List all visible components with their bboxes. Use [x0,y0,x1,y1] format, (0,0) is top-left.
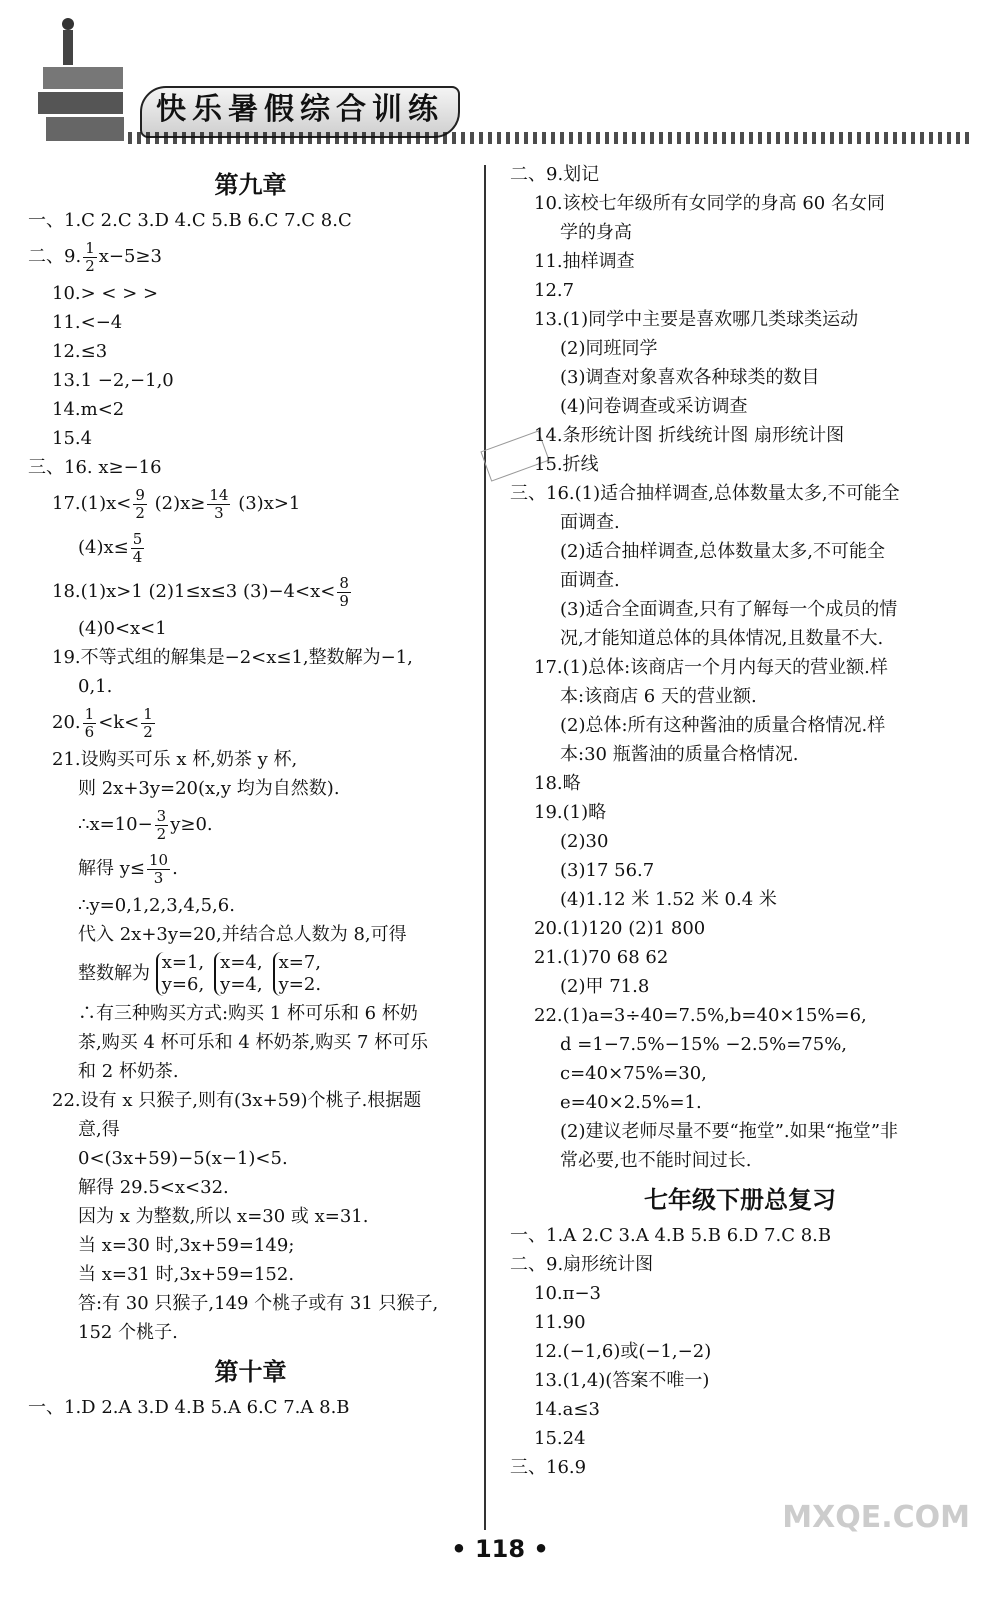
answer-line: 14.条形统计图 折线统计图 扇形统计图 [534,425,845,446]
answer-line: 当 x=31 时,3x+59=152. [78,1264,295,1285]
answer-line: (3)适合全面调查,只有了解每一个成员的情 [560,599,898,620]
answer-line: 因为 x 为整数,所以 x=30 或 x=31. [78,1206,369,1227]
answer-line: 二、9.扇形统计图 [510,1254,654,1275]
answer-line: 17.(1)总体:该商店一个月内每天的营业额.样 [534,657,888,678]
answer-line: 当 x=30 时,3x+59=149; [78,1235,295,1256]
answer-line: 本:该商店 6 天的营业额. [560,686,757,707]
chapter-9-title: 第九章 [214,171,287,199]
answer-line: 解得 29.5<x<32. [78,1177,229,1198]
answer-line: 11.90 [534,1312,586,1333]
answer-line: 15.24 [534,1428,586,1449]
answer-line: (2)同班同学 [560,338,658,359]
answer-line: 11.抽样调查 [534,251,635,272]
answer-line: (2)30 [560,831,609,852]
answer-line: (3)17 56.7 [560,860,655,881]
watermark: MXQE.COM [782,1500,970,1535]
answer-line: 解得 y≤ $\frac{10}{3}$ . [78,850,178,887]
answer-line: 18.略 [534,773,581,794]
answer-line: 14.m<2 [52,399,125,420]
answer-line: 学的身高 [560,222,632,243]
equation-system: x=4, y=4, [214,952,262,996]
answer-line: 18.(1)x>1 (2)1≤x≤3 (3)−4<x< $\frac{8}{9}$ [52,573,349,610]
answer-line: (4)问卷调查或采访调查 [560,396,748,417]
banner-title: 快乐暑假综合训练 [140,86,460,138]
answer-line: 二、9. $\frac{1}{2}$ x−5≥3 [28,238,162,275]
answer-line: 20. $\frac{1}{6}$ <k< $\frac{1}{2}$ [52,704,153,741]
page-header [20,8,980,158]
answer-line: 12.7 [534,280,575,301]
answer-line: 一、1.A 2.C 3.A 4.B 5.B 6.D 7.C 8.B [510,1225,832,1246]
answer-line: c=40×75%=30, [560,1063,707,1084]
answer-line: 12.≤3 [52,341,108,362]
answer-line: 21.(1)70 68 62 [534,947,669,968]
page-number: • 118 • [451,1535,549,1563]
fraction: $\frac{1}{2}$ [85,238,95,275]
answer-line: 22.设有 x 只猴子,则有(3x+59)个桃子.根据题 [52,1090,422,1111]
answer-line: 三、16. x≥−16 [28,457,162,478]
answer-line: 10.π−3 [534,1283,601,1304]
answer-line: 二、9.划记 [510,164,600,185]
answer-line: (2)适合抽样调查,总体数量太多,不可能全 [560,541,885,562]
review-title: 七年级下册总复习 [644,1186,836,1214]
answer-line: 10.该校七年级所有女同学的身高 60 名女同 [534,193,885,214]
answer-line: 14.a≤3 [534,1399,600,1420]
answer-line: 152 个桃子. [78,1322,178,1343]
answer-line: (4)0<x<1 [78,618,167,639]
answer-line: 三、16.(1)适合抽样调查,总体数量太多,不可能全 [510,483,900,504]
answer-line: 11.<−4 [52,312,123,333]
answer-line: 15.折线 [534,454,599,475]
answer-line: 本:30 瓶酱油的质量合格情况. [560,744,799,765]
answer-line: 三、16.9 [510,1457,587,1478]
answer-line: 22.(1)a=3÷40=7.5%,b=40×15%=6, [534,1005,867,1026]
answer-line: 13.(1,4)(答案不唯一) [534,1370,710,1391]
right-column [510,160,970,1482]
answer-line: (4)x≤ $\frac{5}{4}$ [78,529,143,566]
answer-line: 整数解为 x=1, y=6, x=4, y=4, x=7, y=2. [78,952,322,995]
answer-line: e=40×2.5%=1. [560,1092,702,1113]
answer-line: 19.(1)略 [534,802,607,823]
equation-system: x=1, y=6, [156,952,204,996]
answer-line: 意,得 [78,1119,120,1140]
answer-line: (2)总体:所有这种酱油的质量合格情况.样 [560,715,886,736]
answer-line: 一、1.C 2.C 3.D 4.C 5.B 6.C 7.C 8.C [28,210,352,231]
answer-line: 一、1.D 2.A 3.D 4.B 5.A 6.C 7.A 8.B [28,1397,350,1418]
answer-line: 13.1 −2,−1,0 [52,370,174,391]
answer-line: 茶,购买 4 杯可乐和 4 杯奶茶,购买 7 杯可乐 [78,1032,429,1053]
answer-line: 则 2x+3y=20(x,y 均为自然数). [78,778,340,799]
answer-line: 13.(1)同学中主要是喜欢哪几类球类运动 [534,309,859,330]
answer-line: 答:有 30 只猴子,149 个桃子或有 31 只猴子, [78,1293,439,1314]
column-divider [484,165,486,1530]
answer-line: 21.设购买可乐 x 杯,奶茶 y 杯, [52,749,298,770]
answer-line: 面调查. [560,512,620,533]
answer-line: ∴y=0,1,2,3,4,5,6. [78,895,235,916]
answer-line: ∴有三种购买方式:购买 1 杯可乐和 6 杯奶 [78,1003,418,1024]
book-figure-icon [38,12,128,157]
answer-line: 常必要,也不能时间过长. [560,1150,752,1171]
answer-line: 10.> < > > [52,283,159,304]
answer-line: (4)1.12 米 1.52 米 0.4 米 [560,889,777,910]
answer-line: (3)调查对象喜欢各种球类的数目 [560,367,820,388]
equation-system: x=7, y=2. [273,952,321,996]
answer-line: (2)甲 71.8 [560,976,650,997]
answer-line: 0,1. [78,676,113,697]
answer-line: 0<(3x+59)−5(x−1)<5. [78,1148,288,1169]
answer-line: 19.不等式组的解集是−2<x≤1,整数解为−1, [52,647,413,668]
left-column [28,160,473,1422]
answer-line: 20.(1)120 (2)1 800 [534,918,706,939]
header-dotted-rule [128,132,973,144]
answer-line: ∴x=10− $\frac{3}{2}$ y≥0. [78,806,213,843]
answer-line: d =1−7.5%−15% −2.5%=75%, [560,1034,848,1055]
answer-line: 况,才能知道总体的具体情况,且数量不大. [560,628,884,649]
answer-line: 和 2 杯奶茶. [78,1061,179,1082]
answer-line: 12.(−1,6)或(−1,−2) [534,1341,712,1362]
answer-line: 17.(1)x< $\frac{9}{2}$ (2)x≥ $\frac{14}{3}$ (3)x>1 [52,485,301,522]
answer-line: 代入 2x+3y=20,并结合总人数为 8,可得 [78,924,407,945]
answer-line: (2)建议老师尽量不要“拖堂”.如果“拖堂”非 [560,1121,899,1142]
answer-line: 面调查. [560,570,620,591]
answer-line: 15.4 [52,428,93,449]
chapter-10-title: 第十章 [214,1358,287,1386]
